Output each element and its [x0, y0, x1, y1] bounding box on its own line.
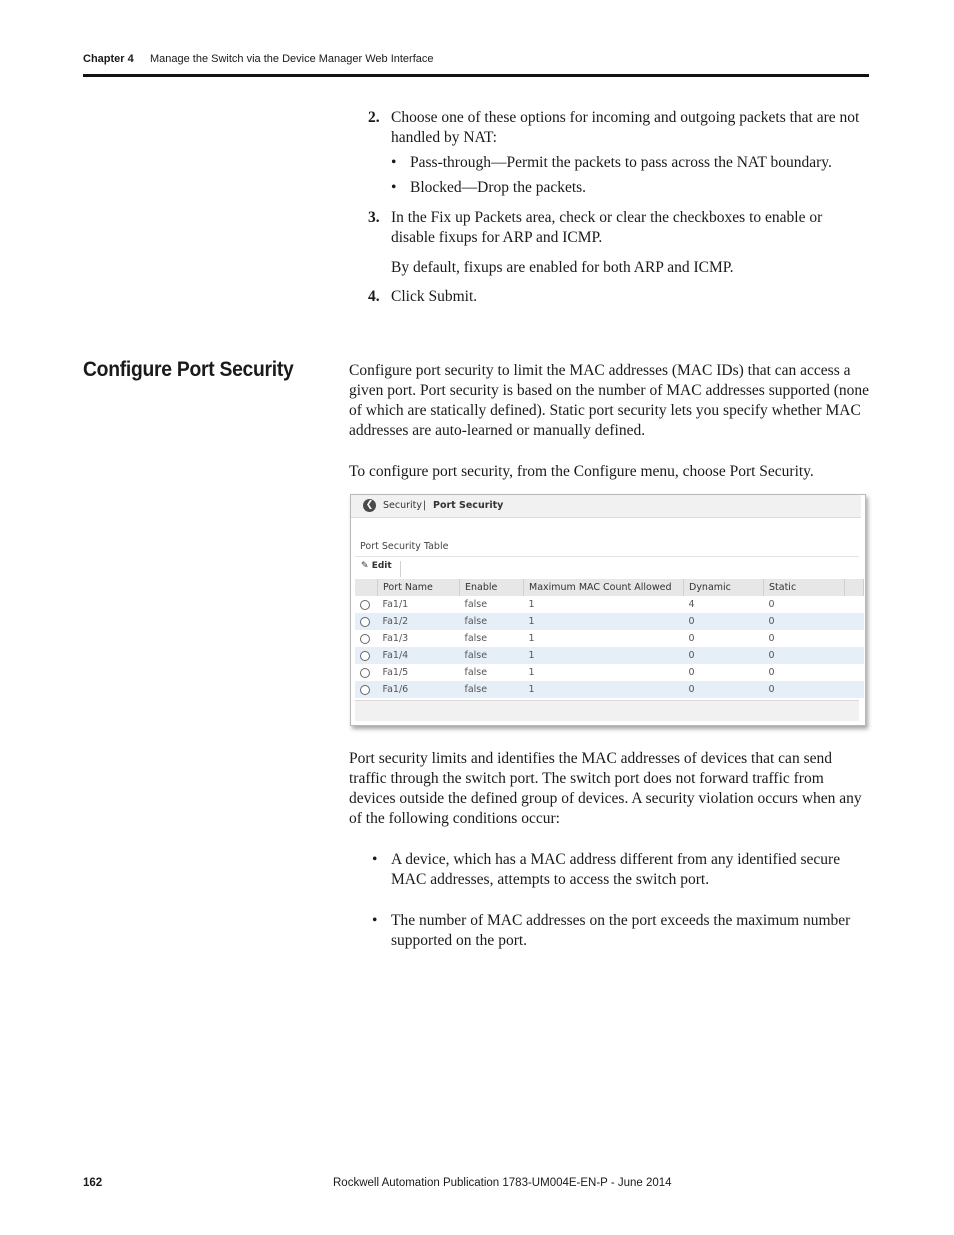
cell-dynamic: 0 [684, 681, 764, 698]
bullet-text: Blocked—Drop the packets. [410, 179, 587, 196]
breadcrumb-bar [351, 495, 861, 518]
cell-port-name: Fa1/5 [382, 667, 409, 678]
bullet-dot: • [391, 179, 397, 196]
table-header-row [355, 579, 864, 596]
bullet-dot: • [391, 154, 397, 171]
table-row[interactable] [355, 596, 864, 613]
step-text: Click Submit. [391, 288, 478, 305]
row-select-radio[interactable] [360, 617, 370, 627]
cell-port-name: Fa1/6 [378, 681, 460, 698]
header-rule [83, 74, 869, 77]
table-row[interactable] [355, 647, 864, 664]
table-footer [355, 700, 859, 721]
table-title: Port Security Table [360, 541, 449, 552]
step-number: 4. [368, 288, 380, 305]
cell-port-name: Fa1/4 [378, 647, 460, 664]
step-number: 2. [368, 109, 380, 126]
row-select-radio[interactable] [360, 685, 370, 695]
column-header-max-mac[interactable]: Maximum MAC Count Allowed [524, 579, 684, 596]
step-number: 3. [368, 209, 380, 226]
page-number: 162 [83, 1177, 103, 1189]
row-select-radio[interactable] [360, 634, 370, 644]
chapter-title: Manage the Switch via the Device Manager Web Interface [150, 53, 434, 65]
cell-port-name: Fa1/2 [378, 613, 460, 630]
bullet-dot: • [372, 912, 378, 929]
bullet-dot: • [372, 851, 378, 868]
chapter-label: Chapter 4 [83, 53, 134, 65]
column-header-dynamic[interactable]: Dynamic [684, 579, 764, 596]
section-after: Port security limits and identifies the MAC addresses of devices that can send traffic through the switch port. The switch port does not forward traffic from devices outside the defined group of devices. A security violation occurs when any of the following conditions occur: [349, 750, 862, 827]
cell-static: 0 [764, 647, 845, 664]
cell-dynamic: 4 [688, 599, 695, 610]
breadcrumb-separator: | [423, 500, 427, 511]
step-3-note: By default, fixups are enabled for both ARP and ICMP. [391, 259, 734, 276]
table-row[interactable] [355, 664, 864, 681]
cell-dynamic: 0 [688, 667, 695, 678]
cell-port-name: Fa1/3 [382, 633, 409, 644]
cell-enable: false [460, 613, 524, 630]
table-toolbar [355, 556, 859, 579]
step-text: Choose one of these options for incoming and outgoing packets that are not handled by NAT: [391, 109, 860, 146]
section-intro: Configure port security to limit the MAC addresses (MAC IDs) that can access a given port. Port security is based on the number of MAC addresses supported (none of which are statically defined). Static port security lets you specify whether MAC addresses are auto-learned or manually defined. [349, 362, 870, 439]
edit-button[interactable] [361, 561, 401, 577]
back-arrow-icon[interactable]: ❮ [363, 499, 376, 512]
row-select-radio[interactable] [360, 600, 370, 610]
cell-static: 0 [768, 599, 775, 610]
cell-dynamic: 0 [688, 633, 695, 644]
cell-max-mac: 1 [524, 613, 684, 630]
cell-max-mac: 1 [528, 667, 535, 678]
section-title: Configure Port Security [83, 358, 294, 381]
table-row[interactable] [355, 613, 864, 630]
pencil-icon: ✎ [361, 561, 369, 571]
cell-dynamic: 0 [684, 613, 764, 630]
cell-enable: false [464, 599, 488, 610]
column-header-port-name[interactable]: Port Name [378, 579, 460, 596]
cell-static: 0 [764, 681, 845, 698]
breadcrumb-port-security: Port Security [433, 500, 504, 511]
table-row[interactable] [355, 681, 864, 698]
bullet-text: Pass-through—Permit the packets to pass across the NAT boundary. [410, 154, 832, 171]
cell-enable: false [464, 633, 488, 644]
filler-column-header [845, 579, 864, 596]
step-text: In the Fix up Packets area, check or clear the checkboxes to enable or disable fixups for ARP and ICMP. [391, 209, 823, 246]
edit-label: Edit [371, 561, 392, 571]
publication-info: Rockwell Automation Publication 1783-UM004E-EN-P - June 2014 [333, 1177, 672, 1189]
cell-dynamic: 0 [684, 647, 764, 664]
column-header-static[interactable]: Static [764, 579, 845, 596]
column-header-enable[interactable]: Enable [460, 579, 524, 596]
port-security-table [355, 579, 864, 698]
running-header [83, 53, 869, 65]
cell-static: 0 [768, 667, 775, 678]
cell-port-name: Fa1/1 [382, 599, 409, 610]
cell-max-mac: 1 [528, 633, 535, 644]
row-select-radio[interactable] [360, 668, 370, 678]
table-row[interactable] [355, 630, 864, 647]
select-column-header [355, 579, 378, 596]
breadcrumb-security[interactable]: Security [383, 500, 423, 511]
cell-max-mac: 1 [524, 681, 684, 698]
row-select-radio[interactable] [360, 651, 370, 661]
cell-enable: false [460, 681, 524, 698]
cell-static: 0 [764, 613, 845, 630]
cell-enable: false [464, 667, 488, 678]
port-security-screenshot [350, 494, 866, 726]
cell-enable: false [460, 647, 524, 664]
cell-static: 0 [768, 633, 775, 644]
bullet-text: The number of MAC addresses on the port exceeds the maximum number supported on the port. [391, 912, 851, 949]
cell-max-mac: 1 [528, 599, 535, 610]
bullet-text: A device, which has a MAC address different from any identified secure MAC addresses, attempts to access the switch port. [391, 851, 841, 888]
cell-max-mac: 1 [524, 647, 684, 664]
section-how-to: To configure port security, from the Configure menu, choose Port Security. [349, 463, 814, 480]
